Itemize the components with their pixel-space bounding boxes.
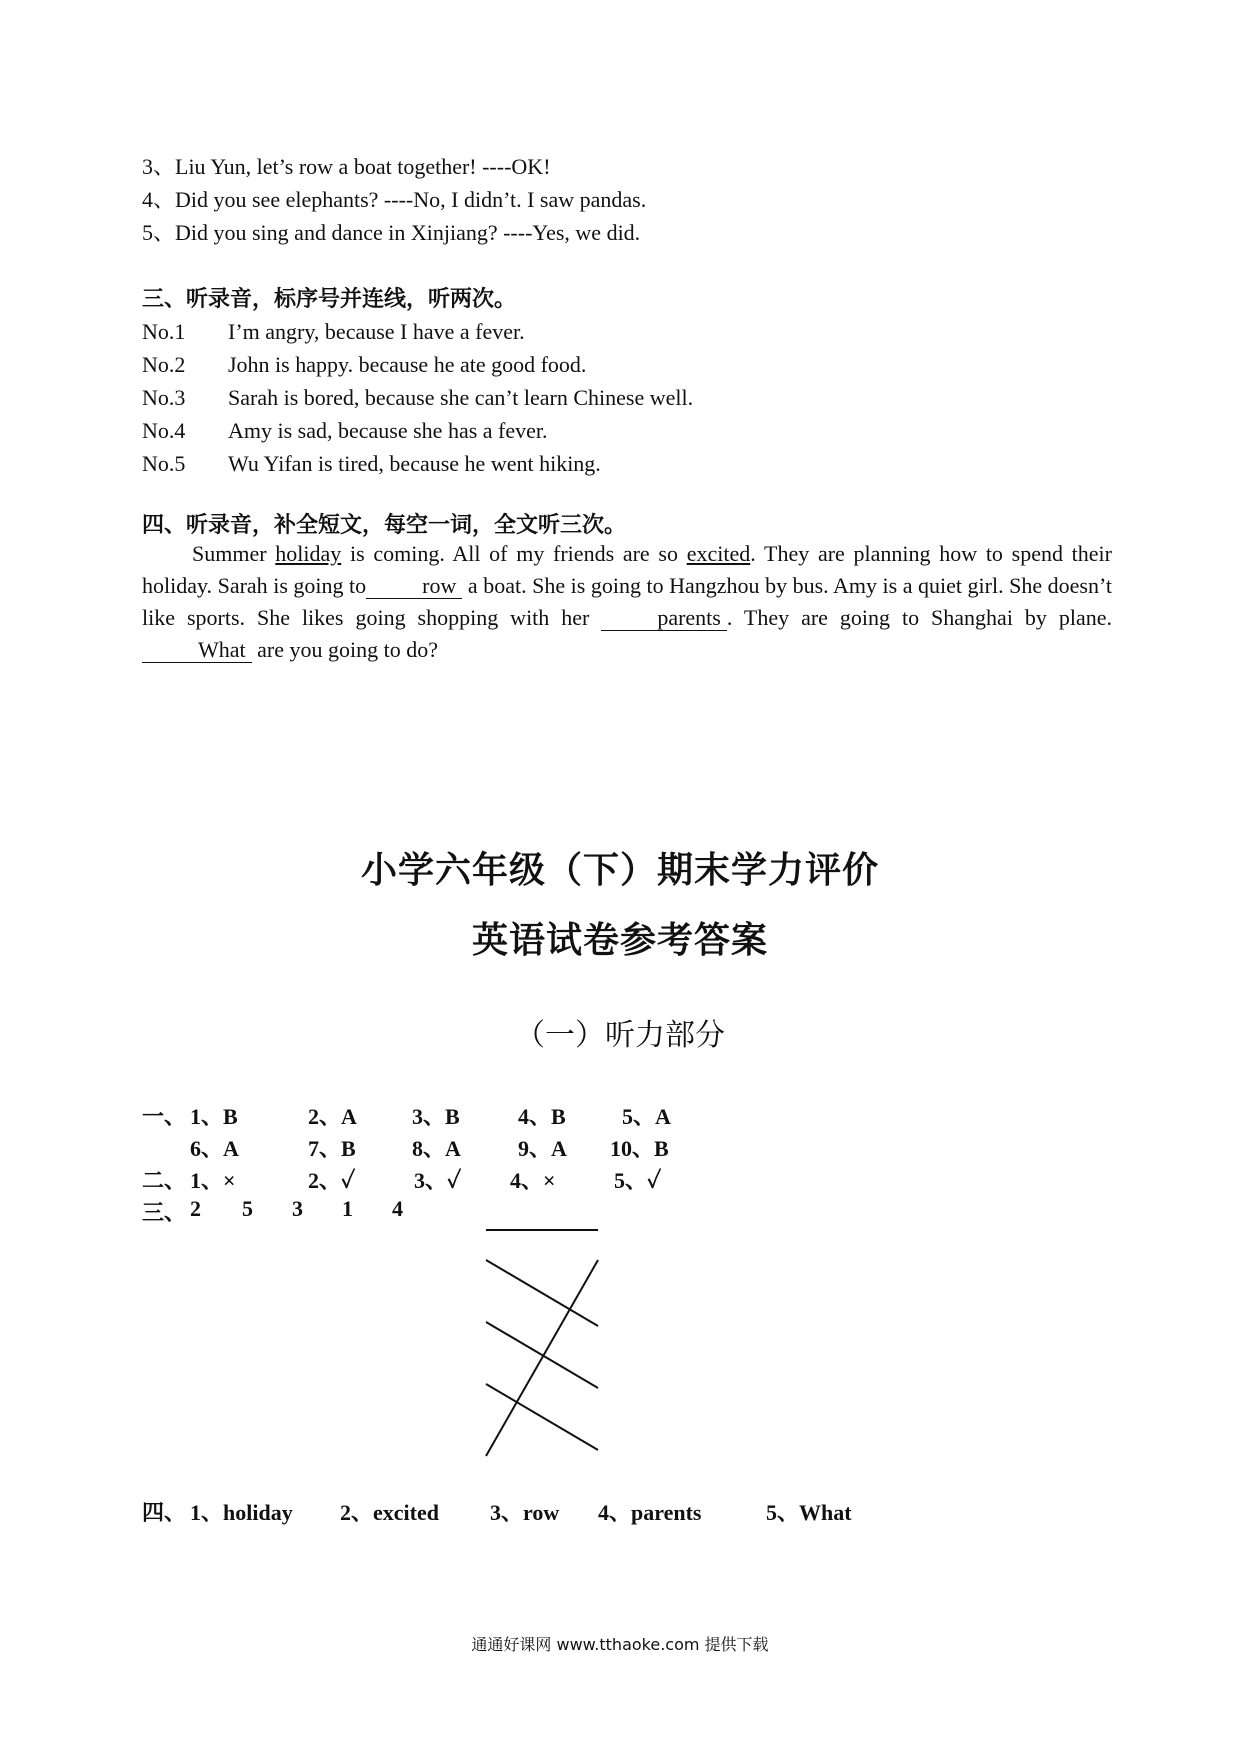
- answer-item: 2、✓: [308, 1168, 356, 1193]
- answer-row-prefix: 二、: [142, 1168, 187, 1193]
- section3-item: [142, 317, 525, 347]
- answer-item: 4、parents: [598, 1500, 702, 1525]
- answer-row-prefix: 四、: [142, 1500, 187, 1525]
- answer-item: 5: [242, 1196, 253, 1221]
- answer-row-prefix: 三、: [142, 1200, 187, 1225]
- section3-item: [142, 449, 601, 479]
- answer-row-prefix: 一、: [142, 1104, 187, 1129]
- matching-lines-drawing: [472, 1226, 612, 1466]
- blank-answer: What: [142, 638, 252, 663]
- script-line-5: 5、Did you sing and dance in Xinjiang? ----Yes, we did.: [142, 220, 641, 245]
- answer-item: 1、holiday: [190, 1500, 293, 1525]
- script-line-4: 4、Did you see elephants? ----No, I didn’t. I saw pandas.: [142, 187, 647, 212]
- answer-item: 1、B: [190, 1104, 238, 1129]
- item-number: No.1: [142, 319, 186, 344]
- answer-item: 3、B: [412, 1104, 460, 1129]
- section4-heading: 四、听录音，补全短文，每空一词，全文听三次。: [142, 512, 627, 537]
- text-run: are you going to do?: [251, 637, 439, 662]
- answer-item: 3、row: [490, 1500, 560, 1525]
- blank-answer: parents: [601, 606, 727, 631]
- answer-item: 4: [392, 1196, 403, 1221]
- blank-answer: row: [366, 574, 462, 599]
- answer-item: 4、×: [510, 1168, 556, 1193]
- answer-subtitle: （一）听力部分: [515, 1018, 725, 1053]
- blank-answer: holiday: [275, 541, 342, 566]
- item-text: Sarah is bored, because she can’t learn Chinese well.: [228, 385, 694, 410]
- answer-item: 3、✓: [414, 1168, 462, 1193]
- item-number: No.3: [142, 385, 186, 410]
- item-text: Wu Yifan is tired, because he went hiking.: [228, 451, 601, 476]
- matching-line: [486, 1260, 598, 1456]
- item-number: No.2: [142, 352, 186, 377]
- answer-item: 10、B: [610, 1136, 669, 1161]
- matching-line: [486, 1260, 598, 1326]
- item-text: I’m angry, because I have a fever.: [228, 319, 525, 344]
- answer-item: 1: [342, 1196, 353, 1221]
- text-run: . They are planning how to spend their holiday. Sarah is going to: [142, 541, 1112, 598]
- blank-answer: excited: [686, 541, 751, 566]
- answer-item: 5、A: [622, 1104, 671, 1129]
- text-run: a boat. She is going to Hangzhou by bus. Amy is a quiet girl. She doesn’t like sports. She likes going shopping with her: [142, 573, 1112, 630]
- answer-item: 1、×: [190, 1168, 236, 1193]
- section3-item: [142, 416, 548, 446]
- answer-item: 2、A: [308, 1104, 357, 1129]
- answer-item: 2、excited: [340, 1500, 439, 1525]
- answer-item: 2: [190, 1196, 201, 1221]
- cloze-paragraph: [142, 538, 1112, 666]
- item-text: John is happy. because he ate good food.: [228, 352, 587, 377]
- answer-item: 6、A: [190, 1136, 239, 1161]
- item-number: No.5: [142, 451, 186, 476]
- text-run: Summer: [192, 541, 276, 566]
- script-line-3: 3、Liu Yun, let’s row a boat together! ----OK!: [142, 154, 551, 179]
- download-footer: 通通好课网 www.tthaoke.com 提供下载: [471, 1635, 769, 1654]
- answer-item: 9、A: [518, 1136, 567, 1161]
- text-run: . They are going to Shanghai by plane.: [726, 605, 1113, 630]
- matching-line: [486, 1322, 598, 1388]
- answer-item: 8、A: [412, 1136, 461, 1161]
- answer-title-line2: 英语试卷参考答案: [471, 920, 768, 960]
- item-number: No.4: [142, 418, 186, 443]
- answer-title-line1: 小学六年级（下）期末学力评价: [360, 850, 879, 890]
- answer-item: 3: [292, 1196, 303, 1221]
- text-run: is coming. All of my friends are so: [341, 541, 687, 566]
- section3-item: [142, 350, 586, 380]
- item-text: Amy is sad, because she has a fever.: [228, 418, 548, 443]
- answer-item: 7、B: [308, 1136, 356, 1161]
- section3-item: [142, 383, 693, 413]
- answer-item: 5、What: [766, 1500, 852, 1525]
- answer-item: 5、✓: [614, 1168, 662, 1193]
- answer-item: 4、B: [518, 1104, 566, 1129]
- matching-line: [486, 1384, 598, 1450]
- section3-heading: 三、听录音，标序号并连线，听两次。: [142, 286, 517, 311]
